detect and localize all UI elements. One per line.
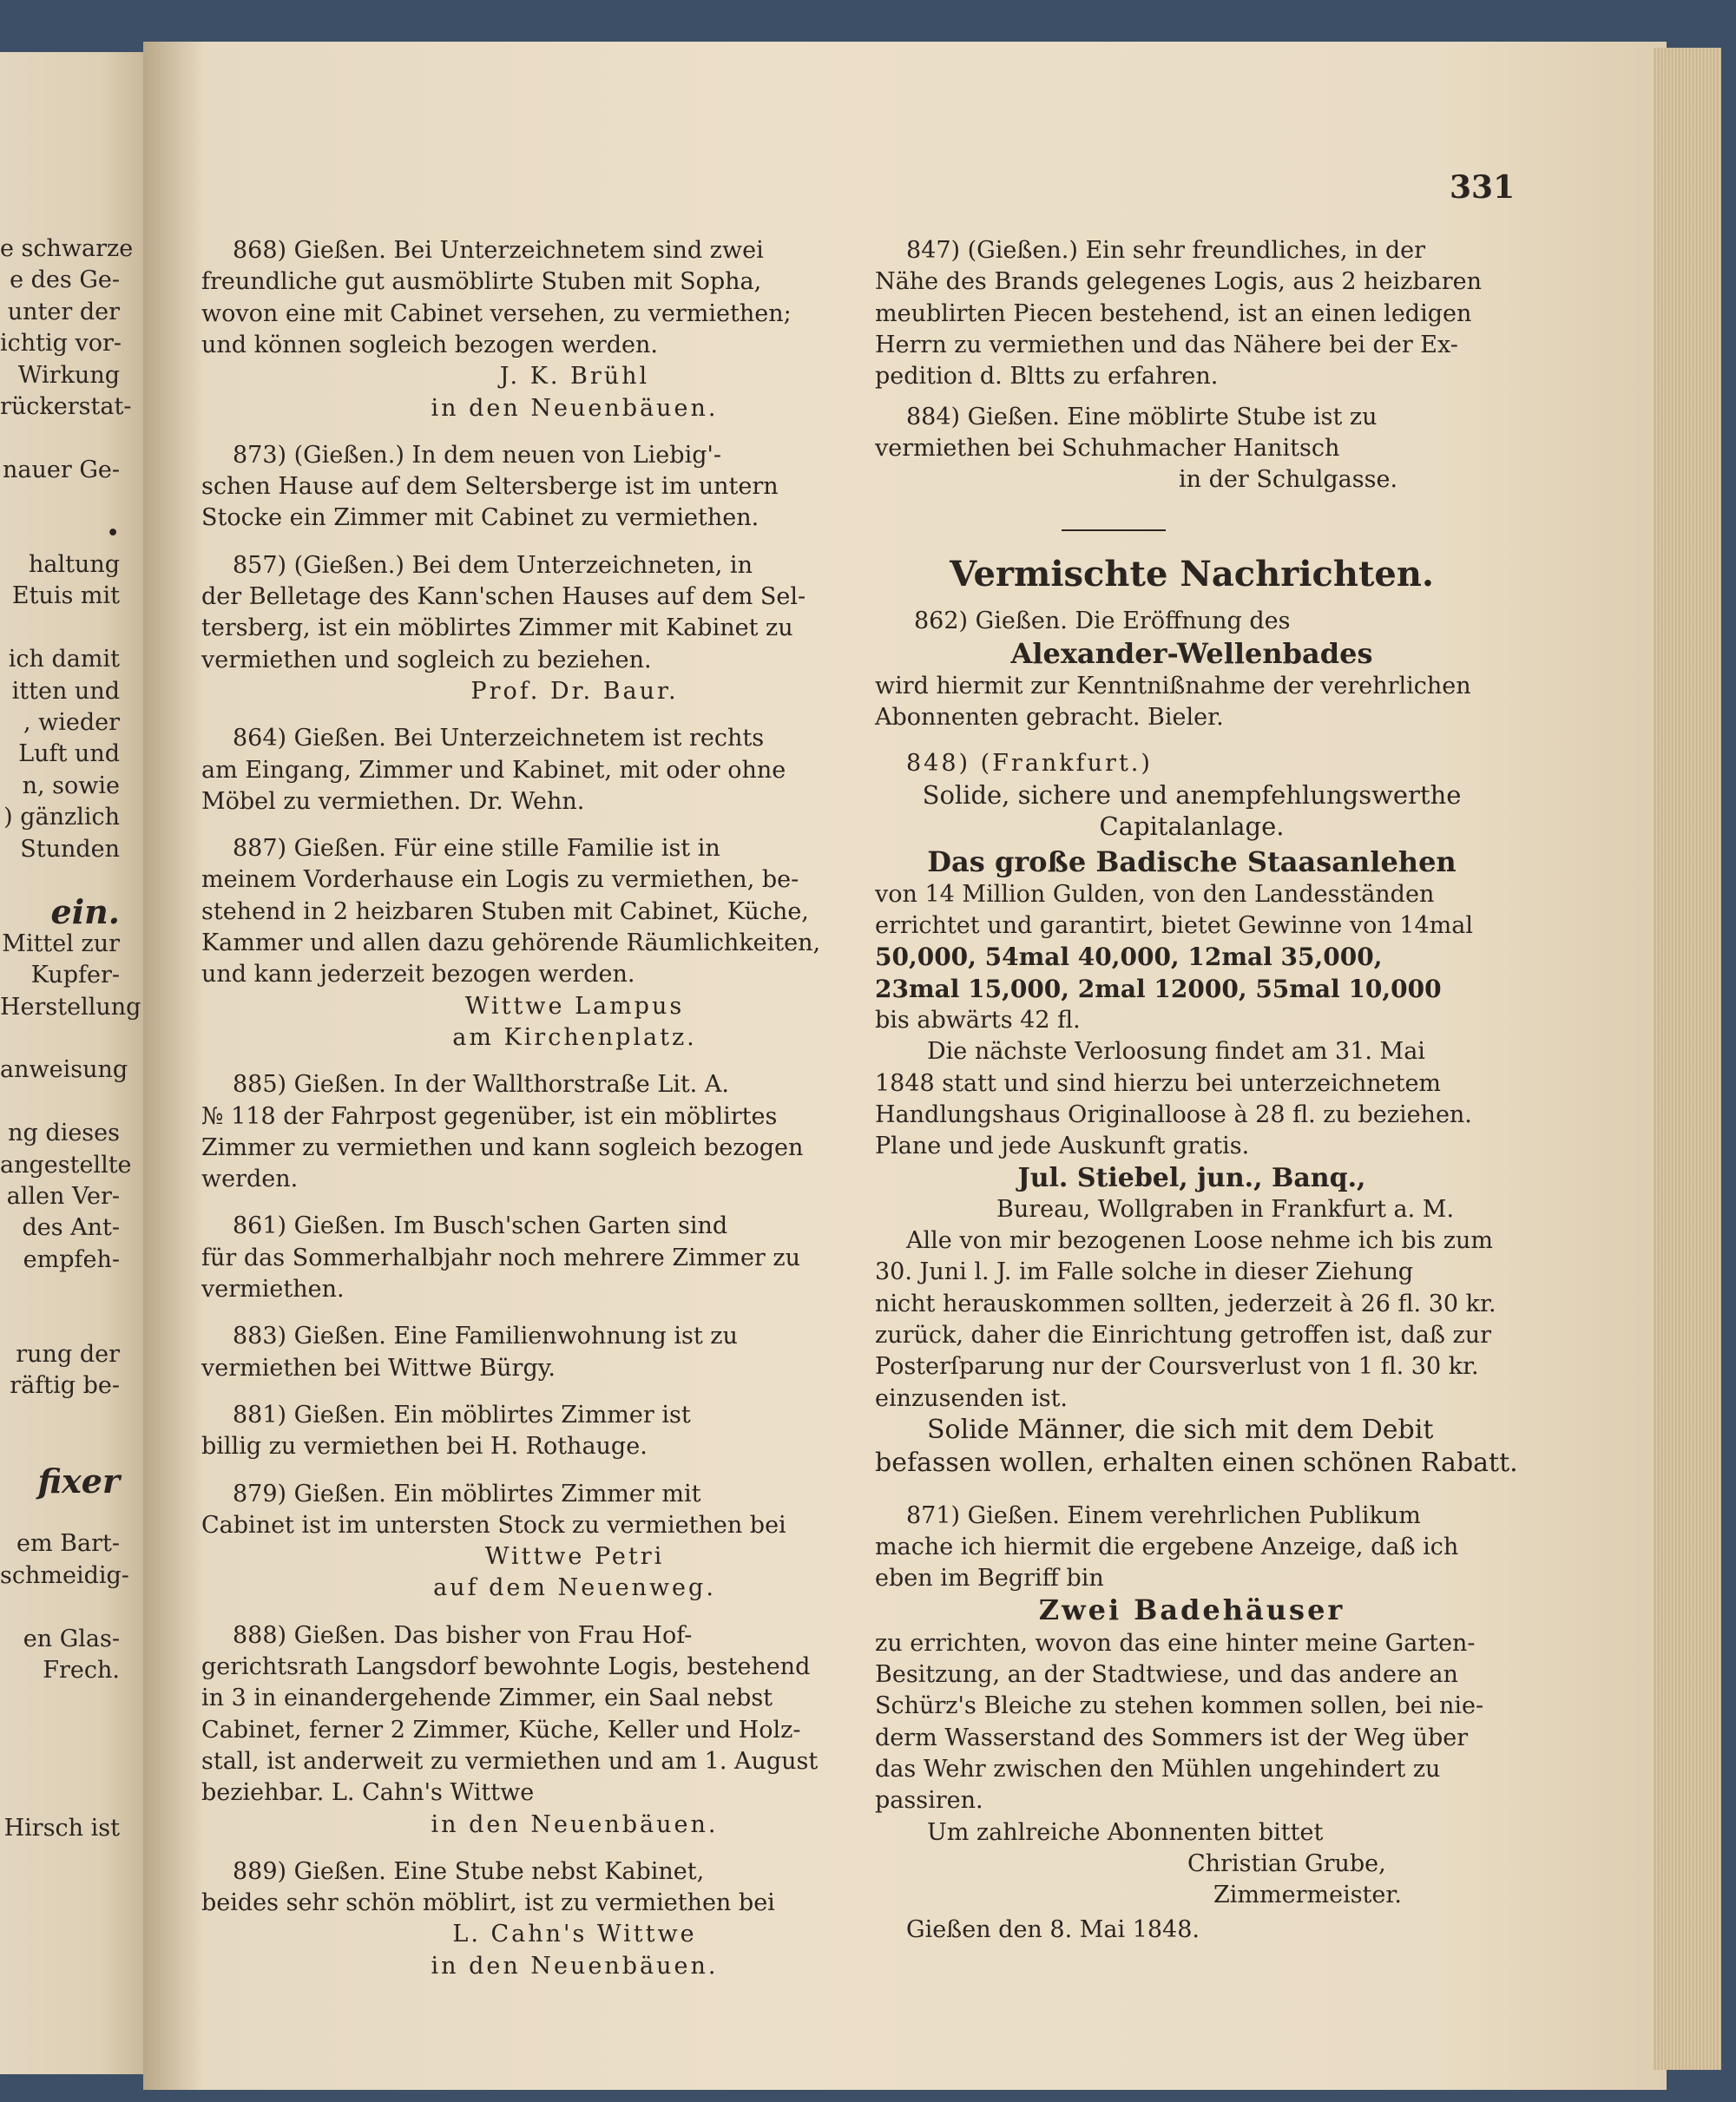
- ad-text-line: 885) Gießen. In der Wallthorstraße Lit. A.: [233, 1071, 729, 1099]
- ad-intro-line: 862) Gießen. Die Eröffnung des: [914, 608, 1291, 635]
- ad-signature-line: Christian Grube,: [1187, 1849, 1386, 1877]
- ad-text-line: meublirten Piecen bestehend, ist an einen ledigen: [875, 299, 1472, 327]
- ad-text-line: Cabinet, ferner 2 Zimmer, Küche, Keller und Holz-: [201, 1716, 801, 1744]
- ad-text-line: Cabinet ist im untersten Stock zu vermiethen bei: [201, 1511, 786, 1539]
- ad-text-line: errichtet und garantirt, bietet Gewinne von 14mal: [875, 912, 1473, 940]
- ad-text-line: Die nächste Verloosung findet am 31. Mai: [927, 1038, 1425, 1066]
- ad-text-line: 864) Gießen. Bei Unterzeichnetem ist rechts: [233, 725, 765, 752]
- left-fragment-line: Etuis mit: [11, 582, 120, 610]
- ad-text-line: Nähe des Brands gelegenes Logis, aus 2 heizbaren: [875, 268, 1482, 296]
- left-fragment-line: ein.: [50, 892, 120, 932]
- ad-text-line: in 3 in einandergehende Zimmer, ein Saal nebst: [201, 1685, 773, 1712]
- ad-signature-line: Wittwe Lampus: [464, 992, 685, 1020]
- ad-text-line: vermiethen bei Wittwe Bürgy.: [201, 1354, 556, 1382]
- ad-text-line: Zimmer zu vermiethen und kann sogleich bezogen: [201, 1133, 804, 1161]
- ad-text-line: gerichtsrath Langsdorf bewohnte Logis, bestehend: [201, 1653, 811, 1680]
- ad-title: Das große Badische Staasanlehen: [927, 844, 1457, 878]
- ad-text-line: der Belletage des Kann'schen Hauses auf dem Sel-: [201, 583, 806, 610]
- left-fragment-line: e des Ge-: [10, 266, 120, 294]
- ad-text-line: vermiethen und sogleich zu beziehen.: [201, 646, 652, 673]
- ad-signature-line: Jul. Stiebel, jun., Banq.,: [1017, 1162, 1366, 1193]
- left-fragment-line: •: [106, 519, 120, 547]
- ad-text-line: Abonnenten gebracht. Bieler.: [875, 704, 1224, 732]
- left-fragment-line: rückerstat-: [0, 393, 132, 420]
- ad-text-line: werden.: [201, 1166, 299, 1193]
- ad-text-line: 889) Gießen. Eine Stube nebst Kabinet,: [233, 1857, 705, 1885]
- left-fragment-line: Mittel zur: [2, 929, 120, 957]
- ad-signature-line: Wittwe Petri: [484, 1543, 665, 1571]
- ad-text-line: Herrn zu vermiethen und das Nähere bei der Ex-: [875, 331, 1458, 358]
- ad-text-line: 871) Gießen. Einem verehrlichen Publikum: [906, 1501, 1421, 1529]
- ad-text-line: 868) Gießen. Bei Unterzeichnetem sind zwei: [233, 237, 764, 264]
- ad-text-line: 847) (Gießen.) Ein sehr freundliches, in der: [906, 237, 1425, 264]
- ad-text-line: vermiethen.: [201, 1276, 345, 1303]
- ad-text-line: 50,000, 54mal 40,000, 12mal 35,000,: [875, 943, 1383, 972]
- left-fragment-line: allen Ver-: [6, 1183, 120, 1210]
- left-fragment-line: en Glas-: [23, 1625, 120, 1652]
- ad-text-line: am Eingang, Zimmer und Kabinet, mit oder ohne: [201, 756, 786, 784]
- left-fragment-line: ichtig vor-: [0, 330, 122, 358]
- ad-text-line: Posterſparung nur der Coursverlust von 1 fl. 30 kr.: [875, 1353, 1479, 1381]
- left-fragment-line: unter der: [7, 298, 120, 325]
- ad-text-line: und kann jederzeit bezogen werden.: [201, 961, 635, 989]
- left-fragment-line: Herstellung: [0, 993, 141, 1021]
- ad-text-line: bis abwärts 42 fl.: [875, 1007, 1081, 1034]
- ad-text-line: 881) Gießen. Ein möblirtes Zimmer ist: [233, 1401, 691, 1429]
- ad-closing-line: befassen wollen, erhalten einen schönen Rabatt.: [875, 1448, 1518, 1479]
- ad-text-line: Handlungshaus Originalloose à 28 fl. zu beziehen.: [875, 1100, 1472, 1128]
- ad-signature-line: Bureau, Wollgraben in Frankfurt a. M.: [996, 1195, 1455, 1223]
- left-fragment-line: ich damit: [8, 646, 120, 673]
- ad-text-line: Plane und jede Auskunft gratis.: [875, 1133, 1250, 1160]
- left-fragment-line: , wieder: [23, 709, 120, 736]
- ad-text-line: 887) Gießen. Für eine stille Familie ist in: [233, 835, 720, 863]
- ad-text-line: pedition d. Bltts zu erfahren.: [875, 363, 1219, 391]
- ad-text-line: und können sogleich bezogen werden.: [201, 331, 658, 358]
- left-fragment-line: n, sowie: [22, 772, 120, 799]
- ad-text-line: Alle von mir bezogenen Loose nehme ich bis zum: [906, 1227, 1493, 1255]
- left-fragment-line: ng dieses: [8, 1120, 120, 1147]
- ad-text-line: freundliche gut ausmöblirte Stuben mit Sopha,: [201, 268, 762, 296]
- ad-text-line: vermiethen bei Schuhmacher Hanitsch: [875, 434, 1340, 462]
- ad-text-line: schen Hause auf dem Seltersberge ist im untern: [201, 473, 779, 501]
- ad-signature-line: J. K. Brühl: [499, 363, 650, 391]
- ad-title: Alexander-Wellenbades: [1010, 636, 1373, 670]
- ad-subtitle: Solide, sichere und anempfehlungswerthe: [922, 779, 1462, 810]
- left-fragment-line: haltung: [28, 551, 120, 578]
- ad-text-line: 861) Gießen. Im Busch'schen Garten sind: [233, 1212, 728, 1240]
- left-fragment-line: räftig be-: [10, 1372, 120, 1400]
- ad-closing-line: Solide Männer, die sich mit dem Debit: [927, 1414, 1434, 1445]
- left-fragment-line: Wirkung: [17, 361, 120, 389]
- left-fragment-line: schmeidig-: [0, 1561, 129, 1589]
- left-fragment-line: Frech.: [43, 1657, 120, 1684]
- ad-signature-line: am Kirchenplatz.: [452, 1023, 697, 1051]
- ad-text-line: wovon eine mit Cabinet versehen, zu vermiethen;: [201, 299, 792, 327]
- ad-text-line: passiren.: [875, 1787, 983, 1815]
- ad-text-line: mache ich hiermit die ergebene Anzeige, daß ich: [875, 1533, 1459, 1560]
- left-fragment-line: Luft und: [18, 740, 120, 768]
- section-divider: [1062, 529, 1166, 531]
- left-fragment-line: Kupfer-: [30, 962, 120, 989]
- ad-signature-line: in der Schulgasse.: [1179, 466, 1398, 494]
- ad-text-line: Besitzung, an der Stadtwiese, und das andere an: [875, 1661, 1458, 1688]
- ad-text-line: 1848 statt und sind hierzu bei unterzeichnetem: [875, 1069, 1442, 1097]
- ad-text-line: einzusenden ist.: [875, 1384, 1068, 1412]
- ad-text-line: zurück, daher die Einrichtung getroffen ist, daß zur: [875, 1322, 1491, 1349]
- left-fragment-line: fixer: [37, 1461, 120, 1501]
- ad-signature-line: in den Neuenbäuen.: [431, 1810, 719, 1838]
- left-fragment-line: empfeh-: [23, 1245, 120, 1273]
- left-fragment-line: e schwarze: [0, 235, 134, 262]
- ad-text-line: von 14 Million Gulden, von den Landesständen: [875, 880, 1435, 908]
- dateline: Gießen den 8. Mai 1848.: [906, 1916, 1200, 1944]
- ad-text-line: Kammer und allen dazu gehörende Räumlichkeiten,: [201, 929, 821, 956]
- ad-text-line: billig zu vermiethen bei H. Rothauge.: [201, 1433, 648, 1461]
- ad-text-line: 23mal 15,000, 2mal 12000, 55mal 10,000: [875, 974, 1442, 1003]
- ad-signature-line: in den Neuenbäuen.: [431, 1952, 719, 1980]
- ad-text-line: stehend in 2 heizbaren Stuben mit Cabinet, Küche,: [201, 897, 809, 925]
- ad-text-line: Stocke ein Zimmer mit Cabinet zu vermiethen.: [201, 504, 760, 532]
- ad-text-line: 888) Gießen. Das bisher von Frau Hof-: [233, 1621, 693, 1649]
- ad-text-line: meinem Vorderhause ein Logis zu vermiethen, be-: [201, 866, 799, 894]
- ad-signature-line: L. Cahn's Wittwe: [452, 1921, 697, 1948]
- left-fragment-line: ) gänzlich: [3, 804, 120, 831]
- ad-text-line: Möbel zu vermiethen. Dr. Wehn.: [201, 787, 585, 815]
- left-fragment-line: nauer Ge-: [2, 456, 120, 483]
- ad-text-line: 883) Gießen. Eine Familienwohnung ist zu: [233, 1323, 738, 1350]
- ad-title: Zwei Badehäuser: [1038, 1593, 1345, 1627]
- ad-text-line: wird hiermit zur Kenntnißnahme der verehrlichen: [875, 673, 1471, 700]
- ad-signature-line: auf dem Neuenweg.: [433, 1574, 716, 1602]
- section-heading: Vermischte Nachrichten.: [950, 554, 1434, 595]
- ad-text-line: nicht herauskommen sollten, jederzeit à 26 fl. 30 kr.: [875, 1290, 1496, 1317]
- ad-text-line: 30. Juni l. J. im Falle solche in dieser Ziehung: [875, 1258, 1414, 1286]
- left-fragment-line: des Ant-: [22, 1214, 120, 1242]
- ad-text-line: 873) (Gießen.) In dem neuen von Liebig'-: [233, 441, 722, 469]
- page-stack-edge: [1654, 48, 1721, 2070]
- ad-text-line: das Wehr zwischen den Mühlen ungehindert zu: [875, 1755, 1441, 1783]
- ad-text-line: № 118 der Fahrpost gegenüber, ist ein möblirtes: [201, 1102, 778, 1130]
- ad-text-line: 884) Gießen. Eine möblirte Stube ist zu: [906, 403, 1378, 430]
- ad-text-line: beziehbar. L. Cahn's Wittwe: [201, 1779, 535, 1807]
- left-fragment-line: Stunden: [20, 835, 120, 863]
- ad-signature-line: Zimmermeister.: [1213, 1882, 1402, 1909]
- ad-text-line: eben im Begriff bin: [875, 1565, 1104, 1593]
- ad-text-line: beides sehr schön möblirt, ist zu vermiethen bei: [201, 1889, 775, 1917]
- left-fragment-line: em Bart-: [16, 1530, 120, 1558]
- left-fragment-line: Hirsch ist: [3, 1815, 120, 1842]
- ad-intro-line: 848) (Frankfurt.): [906, 749, 1153, 777]
- ad-text-line: stall, ist anderweit zu vermiethen und am 1. August: [201, 1747, 819, 1775]
- ad-subtitle: Capitalanlage.: [1099, 811, 1285, 842]
- left-fragment-line: anweisung: [0, 1056, 128, 1084]
- ad-signature-line: in den Neuenbäuen.: [431, 394, 719, 422]
- ad-text-line: 879) Gießen. Ein möblirtes Zimmer mit: [233, 1480, 701, 1508]
- ad-text-line: für das Sommerhalbjahr noch mehrere Zimmer zu: [201, 1244, 801, 1271]
- ad-text-line: Schürz's Bleiche zu stehen kommen sollen, bei nie-: [875, 1692, 1484, 1720]
- ad-text-line: tersberg, ist ein möblirtes Zimmer mit Kabinet zu: [201, 614, 793, 642]
- ad-text-line: Um zahlreiche Abonnenten bittet: [927, 1818, 1324, 1846]
- page-number: 331: [1450, 169, 1516, 206]
- ad-text-line: zu errichten, wovon das eine hinter meine Garten-: [875, 1629, 1476, 1657]
- left-fragment-line: angestellte: [0, 1151, 132, 1179]
- left-fragment-line: rung der: [16, 1341, 120, 1368]
- ad-text-line: 857) (Gießen.) Bei dem Unterzeichneten, in: [233, 551, 753, 579]
- ad-signature-line: Prof. Dr. Baur.: [470, 677, 679, 705]
- ad-text-line: derm Wasserstand des Sommers ist der Weg über: [875, 1724, 1469, 1751]
- left-fragment-line: itten und: [11, 677, 120, 705]
